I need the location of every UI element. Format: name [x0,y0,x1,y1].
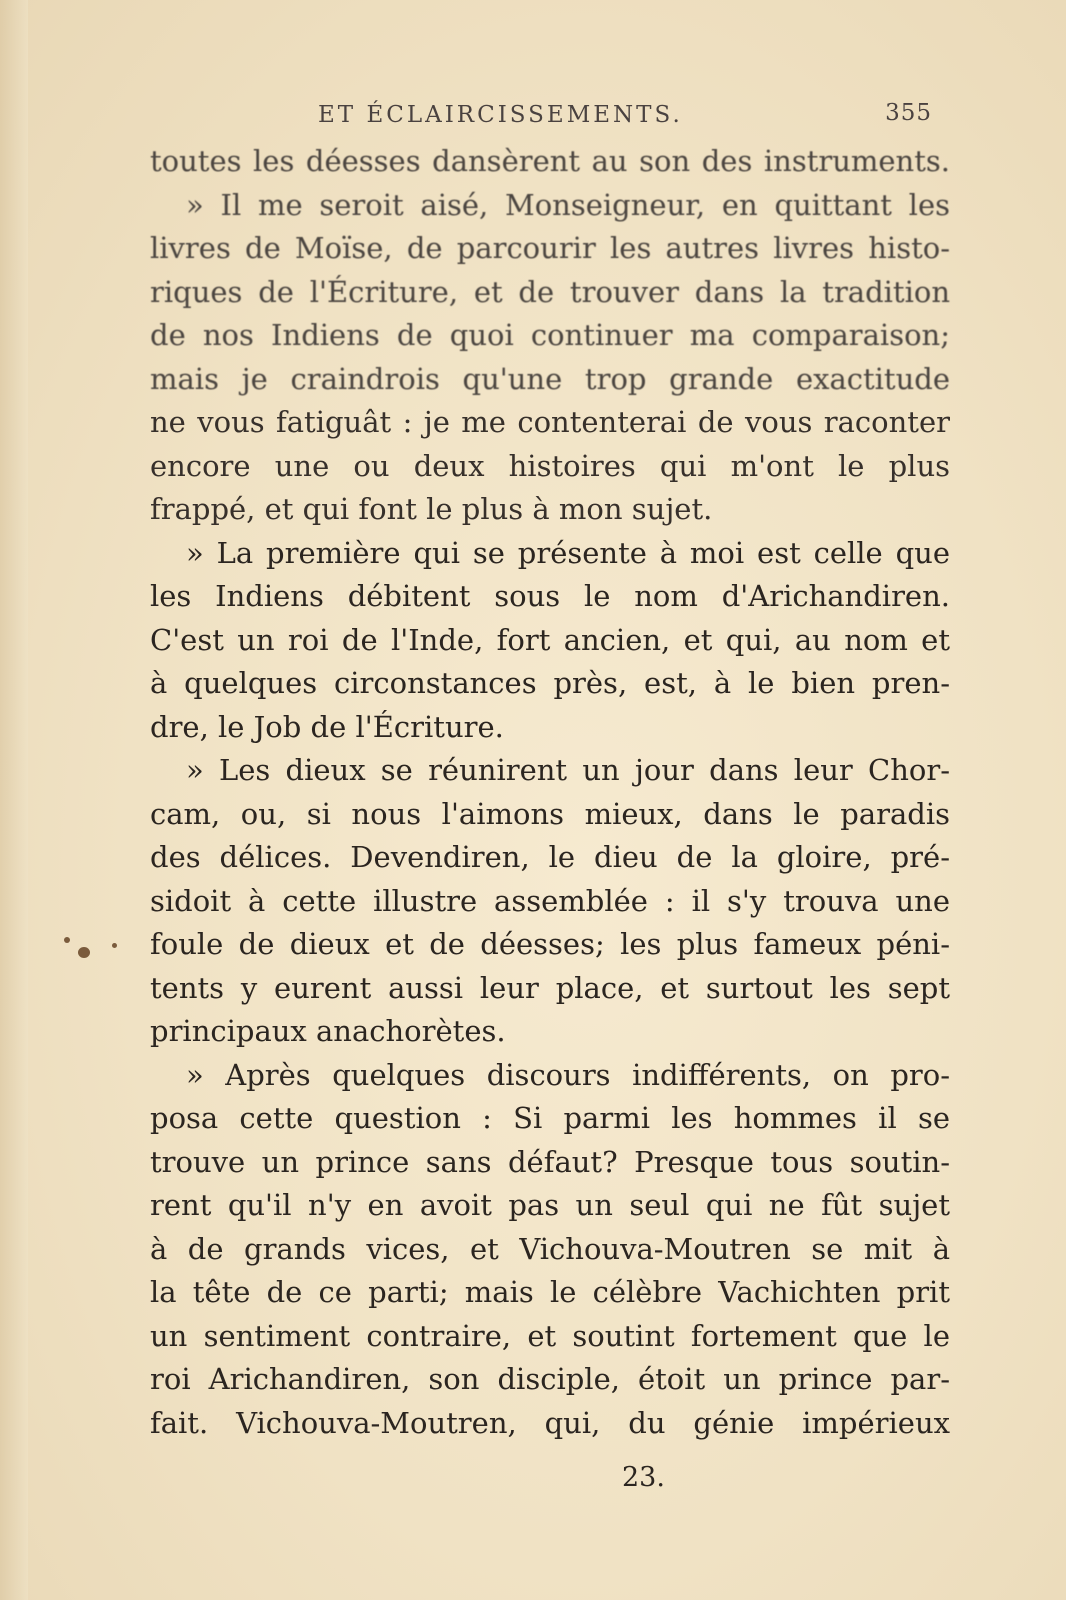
text-line: tents y eurent aussi leur place, et surtout les sept [150,970,950,1005]
text-line: livres de Moïse, de parcourir les autres livres histo- [150,231,950,265]
body-text [150,140,950,1445]
text-line: cam, ou, si nous l'aimons mieux, dans le paradis [150,796,950,831]
text-line: toutes les déesses dansèrent au son des instruments. [150,144,950,178]
book-page [150,92,950,1445]
text-line: des délices. Devendiren, le dieu de la gloire, pré- [150,840,950,874]
text-line: fait. Vichouva-Moutren, qui, du génie impérieux [150,1405,950,1440]
text-line: C'est un roi de l'Inde, fort ancien, et qui, au nom et [150,622,950,657]
text-line: mais je craindrois qu'une trop grande exactitude [150,361,950,396]
text-line: roi Arichandiren, son disciple, étoit un prince par- [150,1362,950,1396]
text-line: un sentiment contraire, et soutint fortement que le [150,1318,950,1353]
text-line: la tête de ce parti; mais le célèbre Vachichten prit [150,1275,950,1309]
ink-spot [78,947,90,958]
text-line: posa cette question : Si parmi les hommes il se [150,1101,950,1135]
text-line: riques de l'Écriture, et de trouver dans la tradition [150,274,950,309]
text-line: encore une ou deux histoires qui m'ont le plus [150,448,950,483]
page-number: 355 [885,100,932,126]
ink-spot [112,943,117,948]
text-line: » Les dieux se réunirent un jour dans leur Chor- [186,753,950,787]
text-line: foule de dieux et de déesses; les plus fameux péni- [150,927,950,961]
text-line: rent qu'il n'y en avoit pas un seul qui ne fût sujet [150,1188,950,1222]
text-line: à quelques circonstances près, est, à le bien pren- [150,666,950,700]
running-title: ET ÉCLAIRCISSEMENTS. [318,102,683,128]
running-head [150,92,950,140]
text-line: les Indiens débitent sous le nom d'Arichandiren. [150,579,950,613]
signature-mark: 23. [622,1462,665,1493]
text-line: à de grands vices, et Vichouva-Moutren se mit à [150,1231,950,1266]
text-line: » Après quelques discours indifférents, on pro- [186,1057,950,1092]
text-line: principaux anachorètes. [150,1014,506,1048]
page-edge-shadow [0,0,28,1600]
text-line: de nos Indiens de quoi continuer ma comparaison; [150,318,950,352]
text-line: » La première qui se présente à moi est celle que [186,535,950,570]
text-line: frappé, et qui font le plus à mon sujet. [150,492,713,526]
ink-spot [64,937,70,943]
text-line: ne vous fatiguât : je me contenterai de vous raconter [150,405,950,439]
text-line: dre, le Job de l'Écriture. [150,709,504,744]
text-line: » Il me seroit aisé, Monseigneur, en quittant les [186,187,950,222]
text-line: trouve un prince sans défaut? Presque tous soutin- [150,1144,950,1179]
text-line: sidoit à cette illustre assemblée : il s'y trouva une [150,883,950,918]
